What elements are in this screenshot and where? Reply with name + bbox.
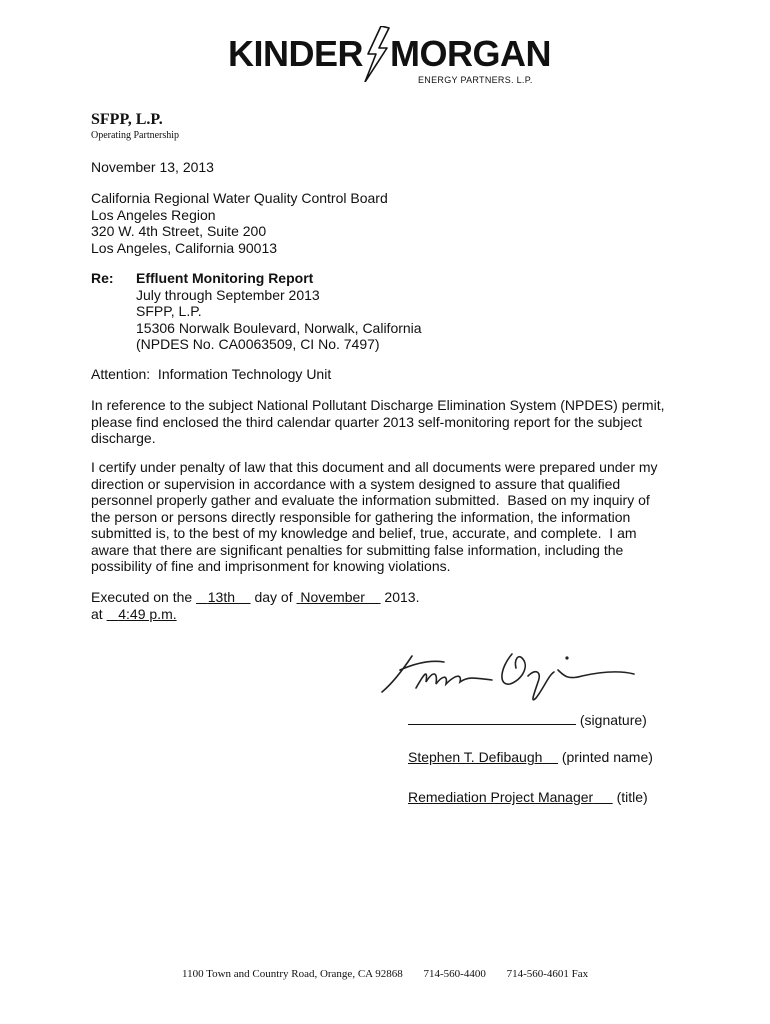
recipient-line: Los Angeles Region [91, 206, 216, 223]
recipient-line: 320 W. 4th Street, Suite 200 [91, 223, 267, 239]
recipient-line: Los Angeles, California 90013 [91, 239, 278, 256]
title-line [408, 789, 648, 806]
handwritten-signature [372, 646, 642, 710]
execution-month: November [300, 589, 365, 605]
execution-at: at [91, 606, 107, 622]
footer-address: 1100 Town and Country Road, Orange, CA 92868 [182, 968, 403, 980]
footer [182, 966, 606, 983]
logo-kinder: KINDER [228, 33, 364, 74]
re-line: July through September 2013 [136, 286, 320, 303]
execution-suffix: 2013. [380, 589, 420, 605]
printed-name-line [408, 749, 653, 766]
execution-mid: day of [250, 589, 297, 605]
letterhead-logo [228, 33, 551, 88]
title-value: Remediation Project Manager [408, 789, 594, 805]
paragraph-certification: I certify under penalty of law that this document and all documents were prepared under my direction or supervision in accordance with a system designed to assure that qualified personnel properly gather and evaluate the information submitted. Based on my inquiry of the person or persons directly responsible for gathering the information, the information submitted is, to the best of my knowledge and belief, true, accurate, and complete. I am aware that there are significant penalties for submitting false information, including the possibility of fine and imprisonment for knowing violations. [91, 459, 662, 574]
logo-subtitle: ENERGY PARTNERS. L.P. [418, 75, 533, 85]
title-label: (title) [616, 789, 648, 805]
letter-date: November 13, 2013 [91, 159, 214, 175]
re-title: Effluent Monitoring Report [136, 270, 314, 286]
lightning-bolt-icon [361, 26, 391, 82]
execution-time: 4:49 p.m. [118, 606, 177, 622]
footer-phone: 714-560-4400 [423, 968, 486, 980]
execution-line [91, 589, 419, 606]
company-name: SFPP, L.P. [91, 111, 163, 128]
execution-prefix: Executed on the [91, 589, 197, 605]
re-block [136, 270, 422, 353]
recipient-address [91, 190, 388, 256]
attention-line: Attention: Information Technology Unit [91, 366, 332, 382]
re-line: SFPP, L.P. [136, 303, 202, 319]
execution-time-line [91, 606, 376, 623]
logo-morgan: MORGAN [390, 33, 551, 74]
recipient-line: California Regional Water Quality Control Board [91, 190, 388, 206]
paragraph-reference: In reference to the subject National Pollutant Discharge Elimination System (NPDES) permit, please find enclosed the third calendar quarter 2013 self-monitoring report for the subject discharge. [91, 397, 665, 446]
company-subtitle: Operating Partnership [91, 130, 180, 141]
execution-day: 13th [207, 589, 235, 605]
re-line: 15306 Norwalk Boulevard, Norwalk, California [136, 319, 422, 336]
printed-name-label: (printed name) [561, 749, 653, 765]
footer-fax: 714-560-4601 Fax [506, 968, 589, 980]
signature-line [408, 709, 647, 729]
signature-label: (signature) [579, 712, 647, 728]
re-line: (NPDES No. CA0063509, CI No. 7497) [136, 336, 380, 352]
printed-name-value: Stephen T. Defibaugh [408, 749, 543, 765]
re-label: Re: [91, 270, 114, 286]
signature-rule [408, 709, 576, 725]
